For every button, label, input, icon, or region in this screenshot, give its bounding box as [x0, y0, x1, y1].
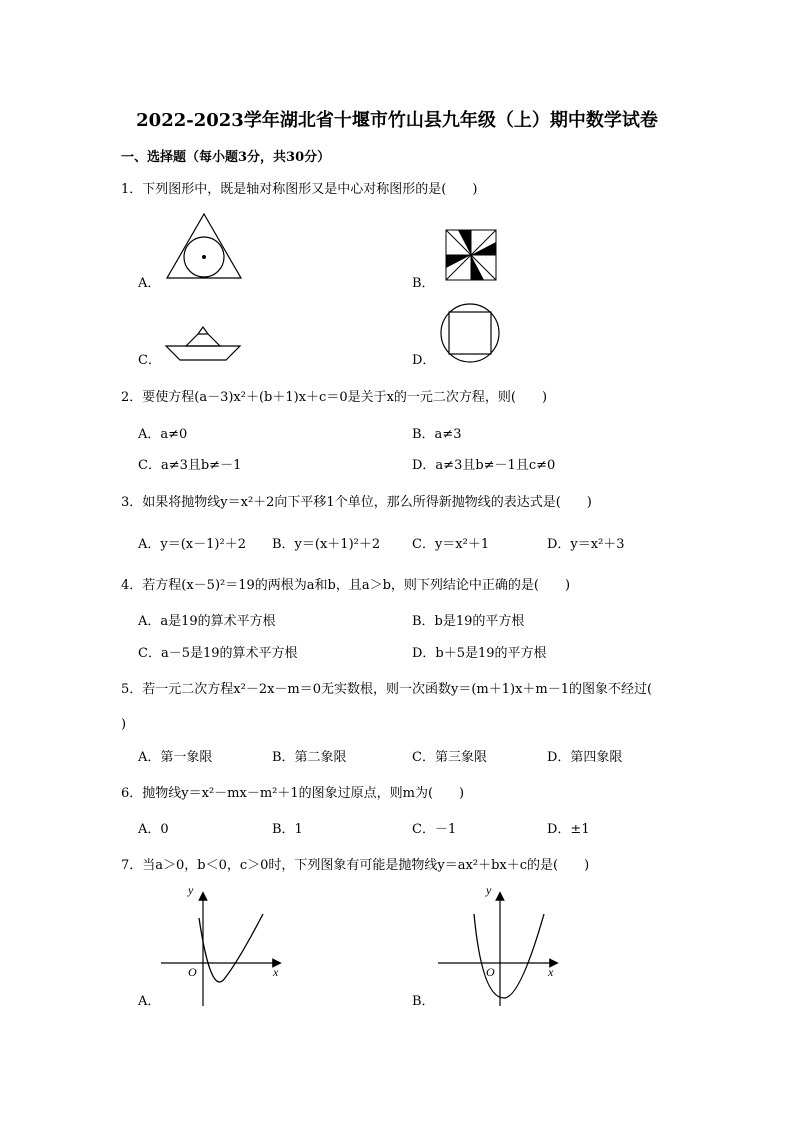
q4-option-d[interactable]: D．b＋5是19的平方根 [412, 646, 547, 661]
question-7-stem: 7．当a＞0，b＜0，c＞0时，下列图象有可能是抛物线y＝ax²＋bx＋c的是( ) [121, 858, 590, 873]
question-6-stem: 6．抛物线y＝x²－mx－m²＋1的图象过原点，则m为( ) [121, 786, 465, 801]
q1-option-a[interactable]: A． [138, 276, 161, 291]
question-3-stem: 3．如果将抛物线y＝x²＋2向下平移1个单位，那么所得新抛物线的表达式是( ) [121, 495, 592, 510]
q5-option-b[interactable]: B．第二象限 [272, 750, 347, 765]
q7-option-b[interactable]: B． [412, 994, 435, 1009]
graph-b-origin-label: O [486, 965, 495, 979]
graph-a-origin-label: O [188, 965, 197, 979]
q6-option-d[interactable]: D．±1 [547, 822, 590, 837]
q4-option-c[interactable]: C．a－5是19的算术平方根 [138, 646, 298, 661]
option-c-paper-boat-figure [164, 324, 242, 362]
q5-option-a[interactable]: A．第一象限 [138, 750, 213, 765]
question-1-stem: 1．下列图形中，既是轴对称图形又是中心对称图形的是( ) [121, 182, 478, 197]
q2-option-b[interactable]: B．a≠3 [412, 427, 462, 442]
option-b-pinwheel-figure [444, 228, 498, 282]
q2-option-d[interactable]: D．a≠3且b≠－1且c≠0 [412, 458, 556, 473]
q3-option-d[interactable]: D．y＝x²＋3 [547, 537, 625, 552]
q4-option-a[interactable]: A．a是19的算术平方根 [138, 614, 276, 629]
section-heading: 一、选择题（每小题3分，共30分） [121, 150, 331, 165]
q1-option-c[interactable]: C． [138, 353, 161, 368]
q3-option-a[interactable]: A．y＝(x－1)²＋2 [138, 537, 246, 552]
option-a-triangle-circle-figure [164, 211, 244, 281]
q5-option-c[interactable]: C．第三象限 [412, 750, 487, 765]
page-title: 2022-2023学年湖北省十堰市竹山县九年级（上）期中数学试卷 [136, 110, 658, 131]
question-5-stem-cont: ) [121, 717, 127, 732]
q5-option-d[interactable]: D．第四象限 [547, 750, 623, 765]
q2-option-c[interactable]: C．a≠3且b≠－1 [138, 458, 242, 473]
graph-b-y-label: y [486, 883, 492, 897]
question-5-stem: 5．若一元二次方程x²－2x－m＝0无实数根，则一次函数y＝(m＋1)x＋m－1的图象不经过( [121, 682, 653, 697]
question-2-stem: 2．要使方程(a－3)x²＋(b＋1)x＋c＝0是关于x的一元二次方程，则( ) [121, 390, 548, 405]
graph-a-x-label: x [273, 965, 279, 979]
q1-option-d[interactable]: D． [412, 353, 436, 368]
q7-option-a[interactable]: A． [138, 994, 161, 1009]
q4-option-b[interactable]: B．b是19的平方根 [412, 614, 525, 629]
option-d-square-in-circle-figure [439, 302, 501, 364]
graph-a-y-label: y [188, 883, 194, 897]
q6-option-c[interactable]: C．－1 [412, 822, 457, 837]
q3-option-c[interactable]: C．y＝x²＋1 [412, 537, 490, 552]
q6-option-b[interactable]: B．1 [272, 822, 303, 837]
q1-option-b[interactable]: B． [412, 276, 435, 291]
q2-option-a[interactable]: A．a≠0 [138, 427, 188, 442]
graph-b-x-label: x [548, 965, 554, 979]
question-4-stem: 4．若方程(x－5)²＝19的两根为a和b，且a＞b，则下列结论中正确的是( ) [121, 578, 571, 593]
q3-option-b[interactable]: B．y＝(x＋1)²＋2 [272, 537, 381, 552]
q6-option-a[interactable]: A．0 [138, 822, 169, 837]
option-b-parabola-graph [432, 880, 562, 1010]
option-a-parabola-graph [155, 880, 285, 1010]
